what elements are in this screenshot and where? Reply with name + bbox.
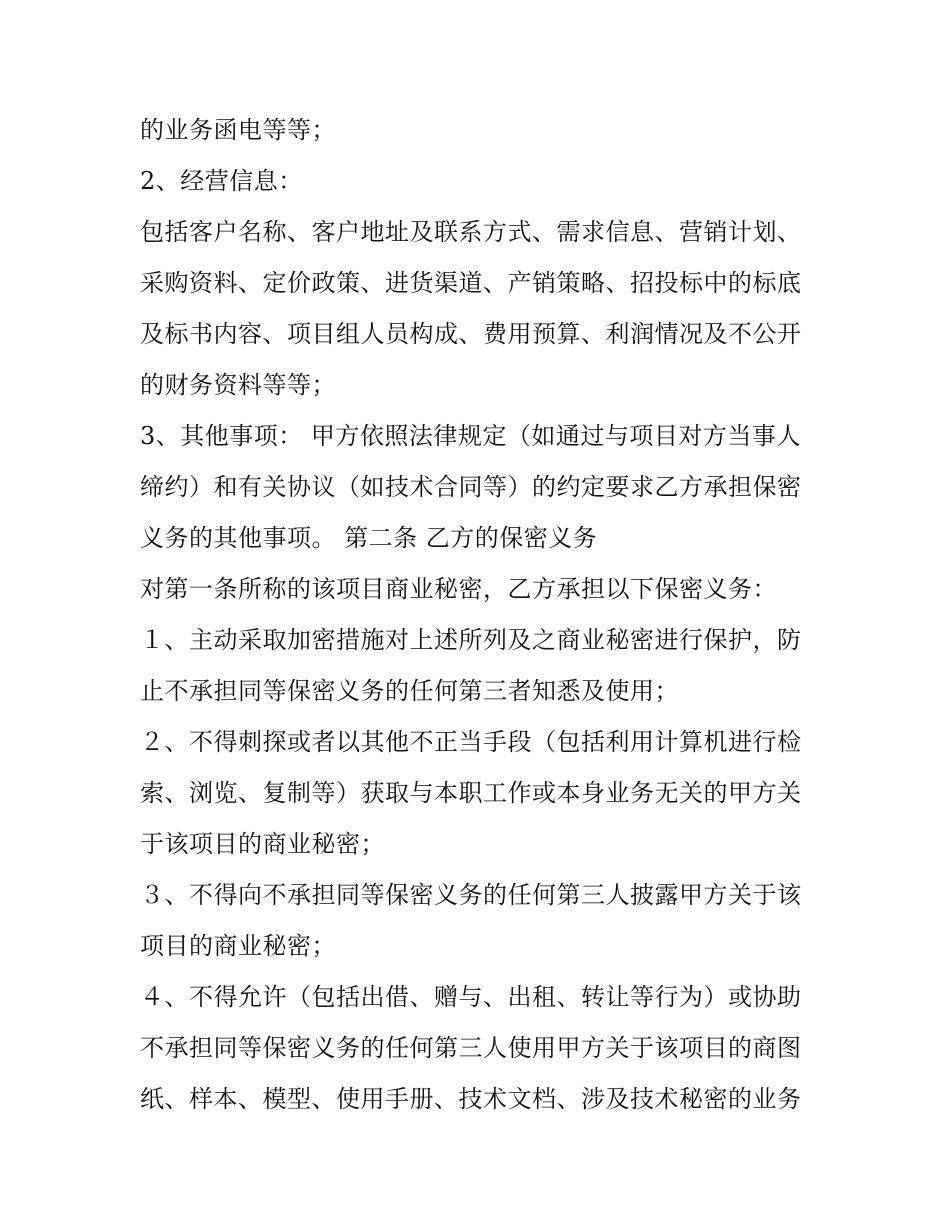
section-heading: 3、其他事项： 甲方依照法律规定（如通过与项目对方当事人	[140, 422, 801, 450]
text-line: 义务的其他事项。 第二条 乙方的保密义务	[140, 524, 598, 552]
text-line: 不承担同等保密义务的任何第三人使用甲方关于该项目的商图	[140, 1034, 802, 1062]
text-line: 包括客户名称、客户地址及联系方式、需求信息、营销计划、	[140, 218, 802, 246]
text-line: 于该项目的商业秘密；	[140, 830, 385, 858]
list-item: ３、不得向不承担同等保密义务的任何第三人披露甲方关于该	[140, 881, 802, 909]
text-line: 的业务函电等等；	[140, 116, 336, 144]
text-line: 索、浏览、复制等）获取与本职工作或本身业务无关的甲方关	[140, 779, 802, 807]
text-line: 止不承担同等保密义务的任何第三者知悉及使用；	[140, 677, 679, 705]
section-heading: 2、经营信息：	[140, 167, 303, 195]
text-line: 纸、样本、模型、使用手册、技术文档、涉及技术秘密的业务	[140, 1085, 802, 1113]
text-line: 的财务资料等等；	[140, 371, 336, 399]
list-item: ４、不得允许（包括出借、赠与、出租、转让等行为）或协助	[140, 983, 802, 1011]
document-body	[140, 105, 830, 1125]
text-line: 及标书内容、项目组人员构成、费用预算、利润情况及不公开	[140, 320, 802, 348]
text-line: 缔约）和有关协议（如技术合同等）的约定要求乙方承担保密	[140, 473, 802, 501]
text-line: 采购资料、定价政策、进货渠道、产销策略、招投标中的标底	[140, 269, 802, 297]
text-line: 项目的商业秘密；	[140, 932, 336, 960]
list-item: ２、不得刺探或者以其他不正当手段（包括利用计算机进行检	[140, 728, 802, 756]
text-line: 对第一条所称的该项目商业秘密，乙方承担以下保密义务：	[140, 575, 777, 603]
list-item: １、主动采取加密措施对上述所列及之商业秘密进行保护，防	[140, 626, 802, 654]
